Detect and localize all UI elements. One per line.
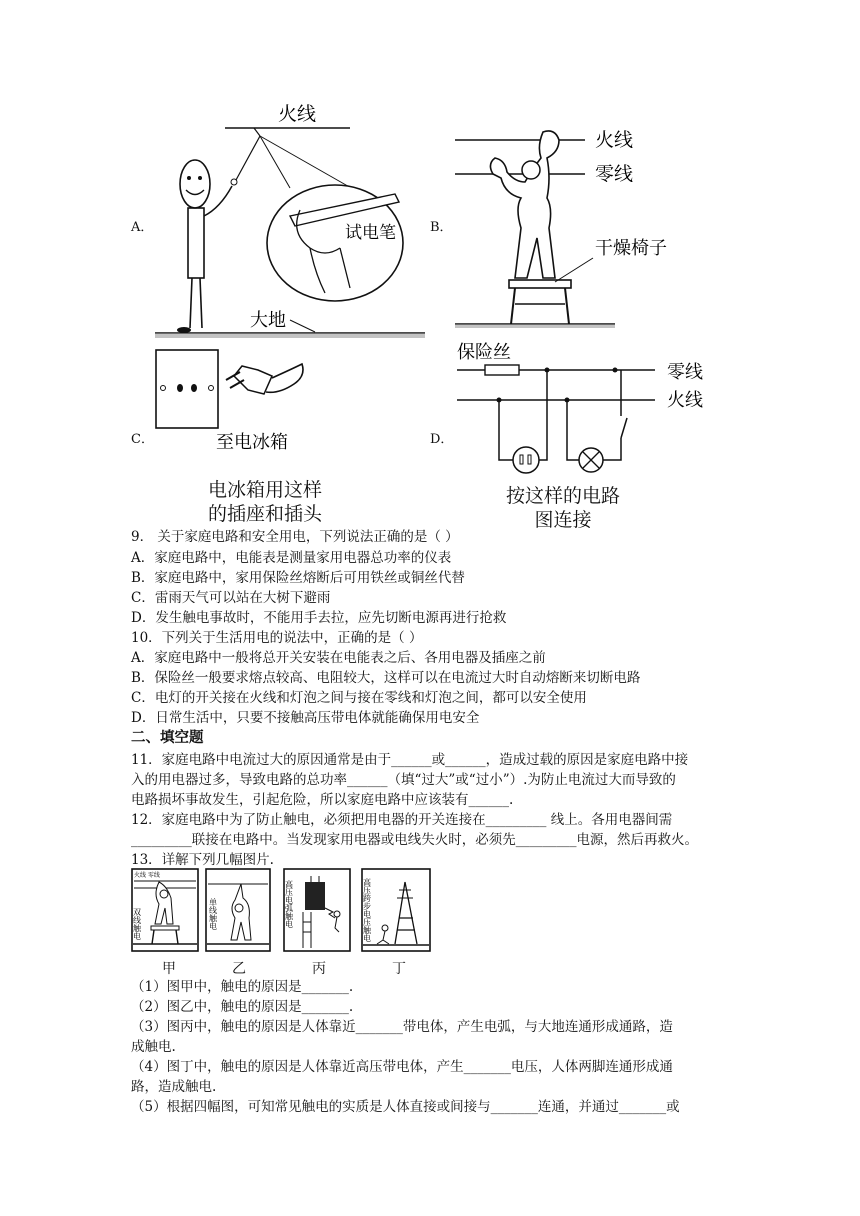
- q13-part-3-line-2: 成触电.: [131, 1039, 176, 1055]
- figure-c-caption-line2: 的插座和插头: [208, 503, 323, 525]
- figure-a-tester-label: 试电笔: [345, 223, 396, 243]
- q13-picture-ding: [361, 868, 431, 952]
- option-b-letter: B．: [430, 220, 453, 235]
- q12-line-1: 12．家庭电路中为了防止触电，必须把用电器的开关连接在_________ 线上。各用电器间需: [131, 812, 673, 828]
- figure-c-caption-line1: 电冰箱用这样: [208, 479, 323, 501]
- q10-option-b: B．保险丝一般要求熔点较高、电阻较大，这样可以在电流过大时自动熔断来切断电路: [131, 670, 641, 686]
- q13-part-3-line-1: （3）图丙中，触电的原因是人体靠近_______带电体，产生电弧，与大地连通形成通路，造: [131, 1019, 673, 1035]
- figure-d-neutral-wire-label: 零线: [667, 362, 703, 383]
- q9-option-a: A．家庭电路中，电能表是测量家用电器总功率的仪表: [131, 550, 452, 566]
- q13-label-jia: 甲: [162, 961, 176, 977]
- figure-b-neutral-wire-label: 零线: [595, 163, 634, 185]
- q13-label-bing: 丙: [312, 961, 326, 977]
- q10-option-c: C．电灯的开关接在火线和灯泡之间与接在零线和灯泡之间，都可以安全使用: [131, 690, 587, 706]
- option-a-letter: A．: [131, 220, 154, 235]
- figure-b-chair-label: 干燥椅子: [595, 238, 667, 259]
- q9-option-d: D．发生触电事故时，不能用手去拉，应先切断电源再进行抢救: [131, 610, 507, 626]
- q13-picture-bing: [283, 868, 351, 952]
- q13-picture-jia: [131, 868, 199, 952]
- figure-d-circuit-diagram: [455, 338, 715, 478]
- figure-d-live-wire-label: 火线: [667, 390, 703, 411]
- q10-option-d: D．日常生活中，只要不接触高压带电体就能确保用电安全: [131, 710, 480, 726]
- figure-d-caption-line2: 图连接: [534, 509, 592, 531]
- q13-jia-corner: 火线 零线: [134, 872, 160, 879]
- q11-line-1: 11．家庭电路中电流过大的原因通常是由于______或______，造成过载的原因是家庭电路中接: [131, 752, 689, 768]
- option-c-letter: C．: [131, 432, 154, 447]
- q13-ding-text: 高压跨步电压触电: [362, 878, 372, 942]
- q10-stem: 10．下列关于生活用电的说法中，正确的是（ ）: [131, 630, 423, 646]
- figure-b-person-touching-wires: [455, 118, 725, 333]
- q13-bing-text: 高压电弧触电: [284, 880, 294, 928]
- figure-c-to-fridge-label: 至电冰箱: [216, 432, 288, 453]
- q13-part-2: （2）图乙中，触电的原因是_______.: [131, 999, 354, 1015]
- section-title-fill-in: 二、填空题: [131, 730, 204, 746]
- q10-option-a: A．家庭电路中一般将总开关安装在电能表之后、各用电器及插座之前: [131, 650, 546, 666]
- figure-a-ground-label: 大地: [250, 310, 286, 331]
- figure-c-caption: [208, 478, 322, 526]
- figure-a-tester-on-live-wire: [150, 98, 430, 338]
- option-d-letter: D．: [430, 432, 454, 447]
- figure-d-caption-line1: 按这样的电路: [506, 485, 621, 507]
- q13-picture-yi: [205, 868, 271, 952]
- q9-option-b: B．家庭电路中，家用保险丝熔断后可用铁丝或铜丝代替: [131, 570, 465, 586]
- q13-part-5-line-1: （5）根据四幅图，可知常见触电的实质是人体直接或间接与_______连通，并通过_______或: [131, 1099, 680, 1115]
- q9-option-c: C．雷雨天气可以站在大树下避雨: [131, 590, 331, 606]
- figure-d-fuse-label: 保险丝: [457, 342, 511, 363]
- q11-line-2: 入的用电器过多，导致电路的总功率______（填“过大”或“过小”）.为防止电流过大而导致的: [131, 772, 676, 788]
- q12-line-2: _________联接在电路中。当发现家用电器或电线失火时，必须先_________电源，然后再救火。: [131, 832, 698, 848]
- q13-label-ding: 丁: [392, 961, 406, 977]
- q13-stem: 13．详解下列几幅图片.: [131, 852, 274, 868]
- figure-c-two-pin-socket: [154, 346, 314, 456]
- figure-b-live-wire-label: 火线: [595, 129, 634, 151]
- figure-a-live-wire-label: 火线: [278, 103, 317, 125]
- q11-line-3: 电路损坏事故发生，引起危险，所以家庭电路中应该装有______.: [131, 792, 514, 808]
- q9-stem: 9． 关于家庭电路和安全用电，下列说法正确的是（ ）: [131, 529, 459, 545]
- q13-jia-text: 双线触电: [132, 908, 142, 940]
- q13-part-1: （1）图甲中，触电的原因是_______.: [131, 979, 354, 995]
- q13-part-4-line-1: （4）图丁中，触电的原因是人体靠近高压带电体，产生_______电压，人体两脚连通形成通: [131, 1059, 673, 1075]
- q13-label-yi: 乙: [232, 961, 246, 977]
- q13-part-4-line-2: 路，造成触电.: [131, 1079, 217, 1095]
- figure-d-caption: [506, 484, 620, 532]
- q13-yi-text: 单线触电: [208, 898, 218, 930]
